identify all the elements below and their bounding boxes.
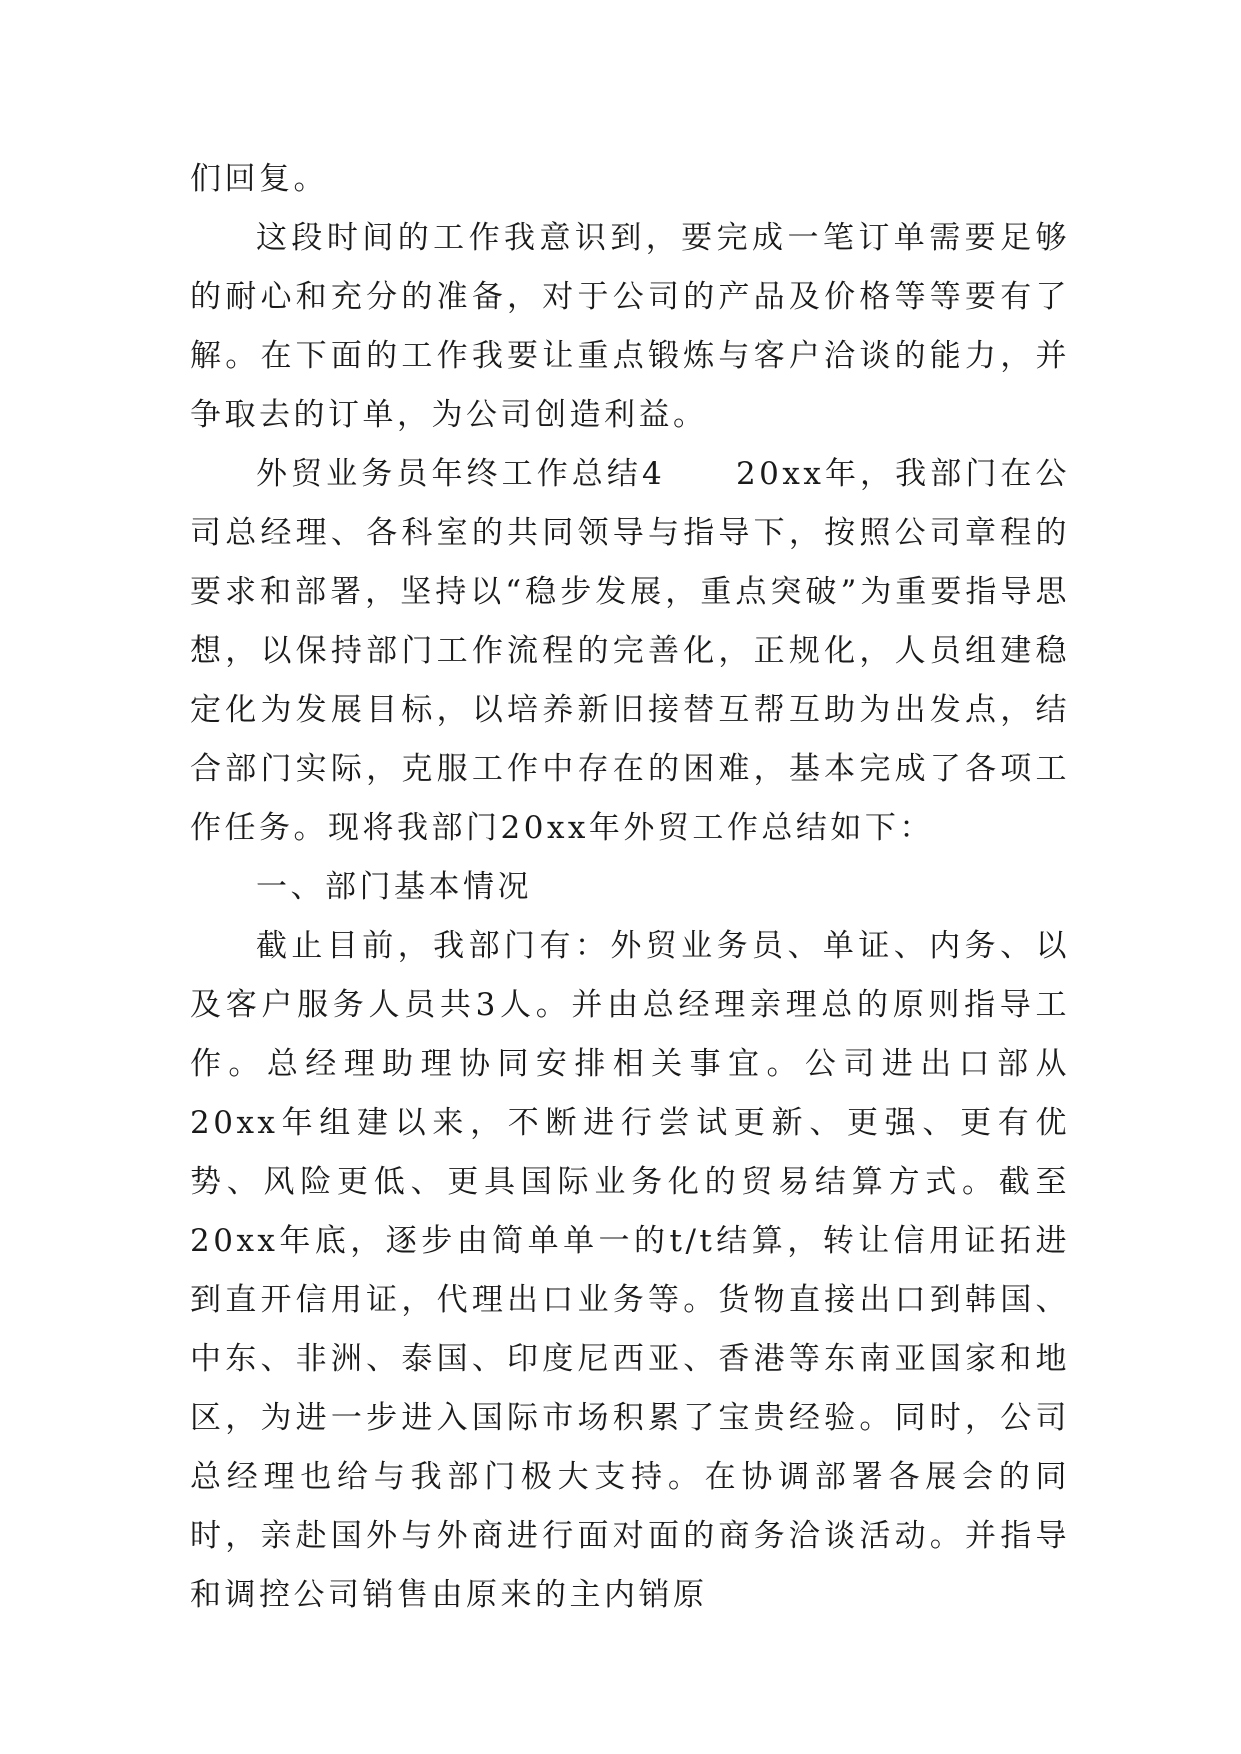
paragraph-summary-intro: 外贸业务员年终工作总结4 20xx年，我部门在公司总经理、各科室的共同领导与指导下，按照公司章程的要求和部署，坚持以“稳步发展，重点突破”为重要指导思想，以保持部门工作流程的完善化，正规化，人员组建稳定化为发展目标，以培养新旧接替互帮互助为出发点，结合部门实际，克服工作中存在的困难，基本完成了各项工作任务。现将我部门20xx年外贸工作总结如下： (190, 456, 1070, 846)
paragraph-work-reflection: 这段时间的工作我意识到，要完成一笔订单需要足够的耐心和充分的准备，对于公司的产品及价格等等要有了解。在下面的工作我要让重点锻炼与客户洽谈的能力，并争取去的订单，为公司创造利益。 (190, 220, 1070, 433)
paragraph-continuation: 们回复。 (190, 161, 328, 197)
section-heading-department-overview: 一、部门基本情况 (256, 869, 532, 905)
document-body (190, 150, 1070, 1625)
paragraph-department-details: 截止目前，我部门有：外贸业务员、单证、内务、以及客户服务人员共3人。并由总经理亲理总的原则指导工作。总经理助理协同安排相关事宜。公司进出口部从20xx年组建以来，不断进行尝试更新、更强、更有优势、风险更低、更具国际业务化的贸易结算方式。截至20xx年底，逐步由简单单一的t/t结算，转让信用证拓进到直开信用证，代理出口业务等。货物直接出口到韩国、中东、非洲、泰国、印度尼西亚、香港等东南亚国家和地区，为进一步进入国际市场积累了宝贵经验。同时，公司总经理也给与我部门极大支持。在协调部署各展会的同时，亲赴国外与外商进行面对面的商务洽谈活动。并指导和调控公司销售由原来的主内销原 (190, 928, 1070, 1613)
